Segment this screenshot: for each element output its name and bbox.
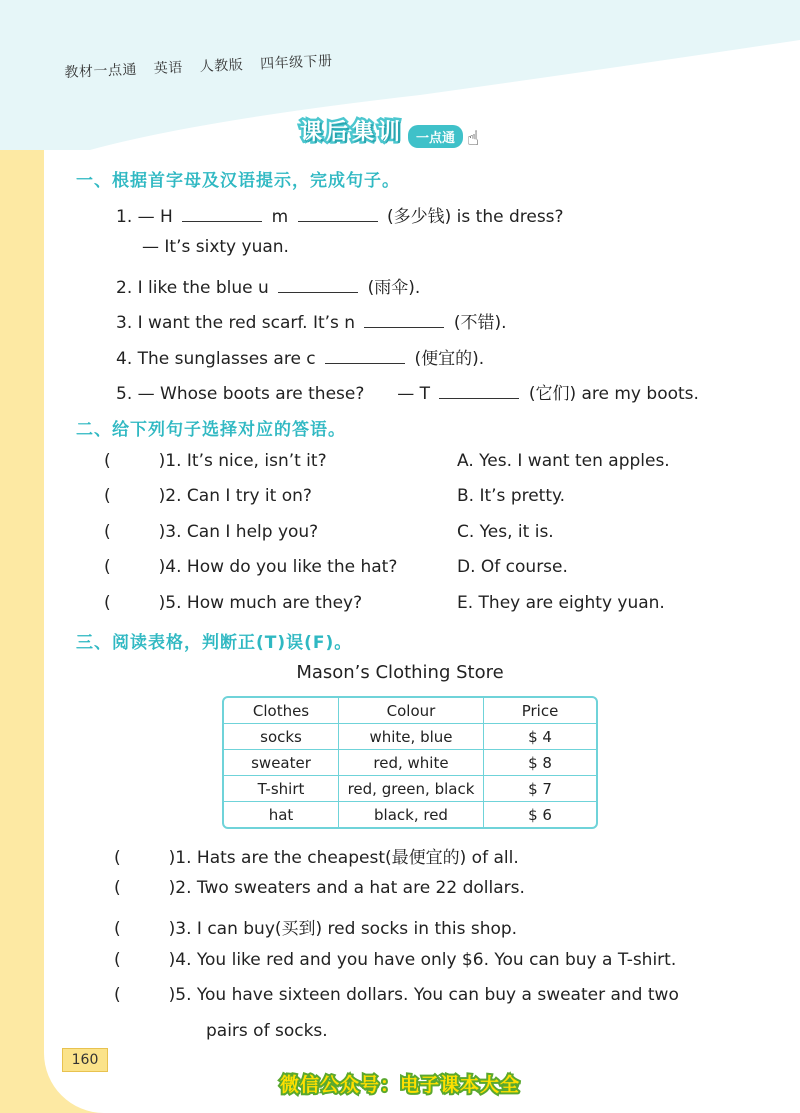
table-cell: red, white — [339, 750, 484, 776]
q4-pre: 4. The sunglasses are c — [116, 349, 316, 369]
section3-title: 三、阅读表格，判断正(T)误(F)。 — [76, 633, 353, 653]
q1a-post: (多少钱) is the dress? — [387, 207, 564, 227]
question-text: 5. How much are they? — [165, 593, 363, 613]
banner-title: 课后集训 — [300, 119, 405, 145]
q3-pre: 3. I want the red scarf. It’s n — [116, 313, 356, 333]
q4-post: (便宜的). — [414, 349, 485, 369]
q2-pre: 2. I like the blue u — [116, 278, 269, 298]
paren-close: ) — [158, 557, 166, 577]
table-row — [224, 724, 596, 750]
q5-post: (它们) are my boots. — [528, 384, 699, 404]
header-edition: 人教版 — [199, 57, 244, 76]
table-header-row — [224, 698, 596, 724]
statement-text: 4. You like red and you have only $6. You can buy a T-shirt. — [175, 950, 677, 970]
match-answer: C. Yes, it is. — [457, 522, 554, 542]
paren-close: ) — [168, 878, 176, 898]
match-answer: A. Yes. I want ten apples. — [457, 451, 670, 471]
paren-open: ( — [114, 878, 121, 898]
table-row — [224, 750, 596, 776]
statement-text: 2. Two sweaters and a hat are 22 dollars. — [175, 878, 525, 898]
question-1a — [116, 202, 564, 227]
q5-pre: 5. — Whose boots are these? — [116, 384, 365, 404]
answer-blank[interactable] — [364, 309, 444, 328]
statement-text: 1. Hats are the cheapest(最便宜的) of all. — [175, 848, 519, 868]
paren-open: ( — [104, 486, 111, 506]
answer-blank[interactable] — [298, 203, 378, 222]
q1a-mid: m — [271, 207, 289, 227]
question-3 — [116, 308, 507, 333]
question-2 — [116, 273, 420, 298]
paren-open: ( — [104, 522, 111, 542]
paren-open: ( — [114, 985, 121, 1005]
question-4 — [116, 344, 484, 369]
tf-statement — [114, 843, 519, 868]
clothing-store-table — [222, 696, 598, 829]
question-text: 3. Can I help you? — [165, 522, 319, 542]
match-question — [104, 557, 397, 577]
table-header-cell: Colour — [339, 698, 484, 724]
match-question — [104, 522, 318, 542]
question-text: 4. How do you like the hat? — [165, 557, 398, 577]
pointing-hand-icon: ☝ — [467, 126, 480, 150]
table-row — [224, 776, 596, 802]
table-header-cell: Clothes — [224, 698, 339, 724]
header-book: 教材一点通 — [64, 61, 138, 81]
q5-mid: — T — [397, 384, 430, 404]
table-cell: hat — [224, 802, 339, 827]
answer-blank[interactable] — [278, 274, 358, 293]
paren-open: ( — [114, 848, 121, 868]
answer-blank[interactable] — [325, 345, 405, 364]
tf-statement — [114, 878, 525, 898]
question-text: 2. Can I try it on? — [165, 486, 312, 506]
watermark-text: 微信公众号：电子课本大全 — [279, 1074, 520, 1096]
table-cell: T-shirt — [224, 776, 339, 802]
tf-statement — [114, 985, 679, 1005]
statement-text: 3. I can buy(买到) red socks in this shop. — [175, 919, 518, 939]
table-cell: sweater — [224, 750, 339, 776]
paren-open: ( — [104, 557, 111, 577]
match-question — [104, 593, 362, 613]
banner-badge: 一点通 — [408, 125, 463, 148]
table-cell: $ 6 — [528, 805, 552, 824]
table-title: Mason’s Clothing Store — [296, 662, 504, 683]
table-row — [224, 802, 596, 827]
table-cell: $ 8 — [484, 750, 596, 776]
section2-title: 二、给下列句子选择对应的答语。 — [76, 420, 346, 440]
section-banner — [300, 112, 479, 148]
q3-post: (不错). — [453, 313, 507, 333]
paren-close: ) — [168, 848, 176, 868]
table-header-cell: Price — [484, 698, 596, 724]
table-cell: red, green, black — [339, 776, 484, 802]
paren-close: ) — [158, 593, 166, 613]
paren-open: ( — [114, 950, 121, 970]
section1-title: 一、根据首字母及汉语提示，完成句子。 — [76, 171, 400, 191]
paren-close: ) — [168, 919, 176, 939]
header-grade: 四年级下册 — [259, 53, 333, 73]
match-answer: E. They are eighty yuan. — [457, 593, 665, 613]
page-number: 160 — [62, 1048, 108, 1072]
question-text: 1. It’s nice, isn’t it? — [165, 451, 327, 471]
table-cell: white, blue — [339, 724, 484, 750]
paren-close: ) — [158, 486, 166, 506]
tf-statement — [114, 950, 676, 970]
statement-5-continued: pairs of socks. — [206, 1021, 328, 1041]
question-1b: — It’s sixty yuan. — [142, 237, 289, 257]
q2-post: (雨伞). — [367, 278, 421, 298]
paren-close: ) — [158, 451, 166, 471]
question-5 — [116, 379, 699, 404]
table-cell: socks — [224, 724, 339, 750]
answer-blank[interactable] — [439, 380, 519, 399]
statement-text: 5. You have sixteen dollars. You can buy a sweater and two — [175, 985, 679, 1005]
paren-close: ) — [168, 985, 176, 1005]
q1a-pre: 1. — H — [116, 207, 173, 227]
table-cell: $ 7 — [484, 776, 596, 802]
paren-open: ( — [114, 919, 121, 939]
match-answer: D. Of course. — [457, 557, 568, 577]
table-cell: black, red — [339, 802, 484, 827]
match-question — [104, 486, 312, 506]
tf-statement — [114, 914, 517, 939]
paren-open: ( — [104, 451, 111, 471]
header-subject: 英语 — [153, 59, 184, 78]
match-question — [104, 451, 327, 471]
table-cell: $ 4 — [484, 724, 596, 750]
paren-close: ) — [168, 950, 176, 970]
paren-close: ) — [158, 522, 166, 542]
paren-open: ( — [104, 593, 111, 613]
answer-blank[interactable] — [182, 203, 262, 222]
match-answer: B. It’s pretty. — [457, 486, 566, 506]
